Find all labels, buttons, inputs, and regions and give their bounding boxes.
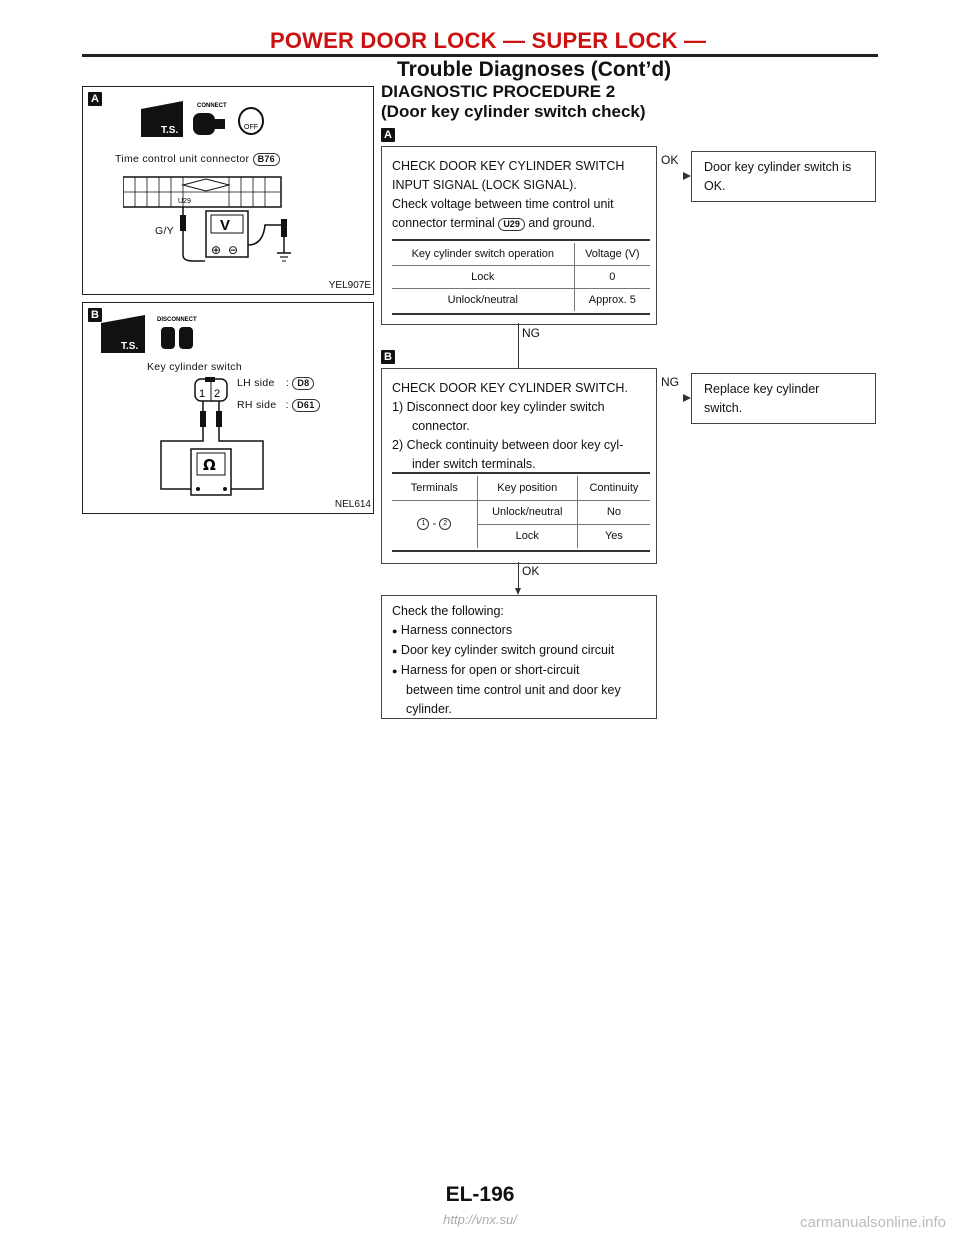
step-a-line2: INPUT SIGNAL (LOCK SIGNAL). bbox=[392, 178, 577, 192]
continuity-th-key-position: Key position bbox=[477, 476, 577, 500]
step-b-tab: B bbox=[381, 350, 395, 364]
rh-side-label: RH side bbox=[237, 399, 277, 411]
bullet-icon: ● bbox=[392, 646, 398, 656]
step-a-line3: Check voltage between time control unit bbox=[392, 197, 614, 211]
figure-b bbox=[82, 302, 374, 514]
lh-connector-d8: D8 bbox=[292, 377, 314, 390]
step-c-intro: Check the following: bbox=[392, 604, 504, 618]
step-a-ok-arrow bbox=[683, 172, 691, 180]
pin-1: 1 bbox=[199, 388, 206, 400]
voltage-cell-op-unlock: Unlock/neutral bbox=[392, 288, 574, 311]
figure-b-ts: T.S. bbox=[121, 341, 139, 352]
voltage-table-header bbox=[392, 243, 650, 265]
connector-code-b76: B76 bbox=[253, 153, 280, 166]
continuity-th-continuity: Continuity bbox=[589, 481, 639, 494]
terminal-dash: - bbox=[432, 518, 437, 531]
key-cylinder-switch-caption: Key cylinder switch bbox=[147, 361, 242, 373]
step-b-ng-result-line2: switch. bbox=[704, 401, 743, 415]
meter-plus: ⊕ bbox=[211, 243, 222, 257]
step-b-line5: inder switch terminals. bbox=[412, 457, 536, 471]
step-a-line4 bbox=[392, 214, 654, 233]
step-a-ng-line bbox=[518, 323, 519, 369]
terminal-code-u29: U29 bbox=[498, 218, 525, 231]
figure-a-ref: YEL907E bbox=[328, 280, 371, 291]
step-a-line4-post: and ground. bbox=[528, 216, 596, 230]
step-a-box bbox=[381, 146, 657, 325]
voltage-th-operation: Key cylinder switch operation bbox=[392, 243, 574, 265]
figure-b-ref: NEL614 bbox=[334, 499, 371, 510]
table-row bbox=[392, 500, 650, 524]
lh-colon: : bbox=[285, 377, 290, 389]
voltage-cell-op-lock: Lock bbox=[392, 265, 574, 288]
voltage-cell-v-lock: 0 bbox=[609, 270, 616, 283]
rh-connector-d61: D61 bbox=[292, 399, 319, 412]
step-b-ok-arrow bbox=[515, 588, 521, 595]
footer-url[interactable]: http://vnx.su/ bbox=[443, 1212, 517, 1227]
list-item bbox=[392, 661, 656, 681]
step-a-line1: CHECK DOOR KEY CYLINDER SWITCH bbox=[392, 159, 625, 173]
step-a-table-bottom-rule bbox=[392, 313, 650, 315]
continuity-cell-pos-lock: Lock bbox=[477, 524, 577, 548]
page-code: EL-196 bbox=[445, 1183, 515, 1206]
step-b-ng-result-line1: Replace key cylinder bbox=[704, 382, 820, 396]
step-a-text bbox=[392, 157, 654, 233]
continuity-table bbox=[392, 476, 650, 548]
rh-colon: : bbox=[285, 399, 289, 411]
step-b-ng-result-text bbox=[692, 374, 875, 418]
step-a-table-top-rule bbox=[392, 239, 650, 241]
step-b-line1: CHECK DOOR KEY CYLINDER SWITCH. bbox=[392, 381, 628, 395]
section-subtitle: Trouble Diagnoses (Cont’d) bbox=[397, 58, 672, 81]
list-item bbox=[392, 641, 656, 661]
step-b-ng-arrow bbox=[683, 394, 691, 402]
terminal-circle-2: 2 bbox=[439, 518, 451, 530]
step-a-ok-label: OK bbox=[661, 153, 679, 167]
list-item bbox=[392, 621, 656, 641]
bullet-icon: ● bbox=[392, 626, 398, 636]
voltage-table bbox=[392, 243, 650, 311]
connect-ts-icon bbox=[141, 99, 271, 139]
step-a-ok-result-line2: OK. bbox=[704, 179, 726, 193]
continuity-cell-cont-lock: Yes bbox=[604, 530, 623, 543]
procedure-title-line1: DIAGNOSTIC PROCEDURE 2 bbox=[381, 82, 616, 101]
table-row bbox=[392, 288, 650, 311]
step-a-ng-label: NG bbox=[522, 326, 540, 340]
continuity-cell-terminals bbox=[392, 500, 477, 548]
step-c-text bbox=[382, 596, 656, 719]
step-b-text bbox=[392, 379, 654, 474]
connector-caption-text: Time control unit connector bbox=[115, 153, 250, 165]
step-c-item3: Harness for open or short-circuit bbox=[400, 663, 580, 677]
step-b-line3: connector. bbox=[412, 419, 470, 433]
pin-2: 2 bbox=[214, 388, 221, 400]
figure-a-connect: CONNECT bbox=[197, 103, 227, 109]
lh-side-label: LH side bbox=[237, 377, 275, 389]
step-b-table-bottom-rule bbox=[392, 550, 650, 552]
voltmeter-label: V bbox=[220, 217, 231, 234]
figure-a-off: OFF bbox=[244, 124, 258, 131]
figure-a-tab: A bbox=[88, 92, 102, 106]
step-c-item2: Door key cylinder switch ground circuit bbox=[400, 643, 615, 657]
step-b-ok-line bbox=[518, 562, 519, 589]
figure-a bbox=[82, 86, 374, 295]
step-a-tab: A bbox=[381, 128, 395, 142]
procedure-title bbox=[381, 82, 646, 122]
step-c-box bbox=[381, 595, 657, 719]
time-control-connector-diagram bbox=[123, 175, 303, 267]
step-c-item3-cont2: cylinder. bbox=[406, 702, 452, 716]
bullet-icon: ● bbox=[392, 666, 398, 676]
ohmmeter-label: Ω bbox=[203, 456, 216, 474]
procedure-title-line2: (Door key cylinder switch check) bbox=[381, 102, 646, 121]
disconnect-ts-icon bbox=[101, 311, 211, 355]
wire-color-gy: G/Y bbox=[155, 225, 174, 237]
continuity-table-header bbox=[392, 476, 650, 500]
step-a-line4-pre: connector terminal bbox=[392, 216, 495, 230]
connector-caption bbox=[115, 153, 280, 166]
step-b-ng-label: NG bbox=[661, 375, 679, 389]
watermark: carmanualsonline.info bbox=[800, 1214, 946, 1231]
step-b-ng-result bbox=[691, 373, 876, 424]
step-c-item3-cont1: between time control unit and door key bbox=[406, 683, 621, 697]
voltage-th-voltage: Voltage (V) bbox=[585, 247, 640, 260]
step-c-item1: Harness connectors bbox=[400, 623, 513, 637]
step-b-table-top-rule bbox=[392, 472, 650, 474]
step-a-ok-result-line1: Door key cylinder switch is bbox=[704, 160, 852, 174]
terminal-circle-1: 1 bbox=[417, 518, 429, 530]
step-b-line2: 1) Disconnect door key cylinder switch bbox=[392, 400, 605, 414]
continuity-th-terminals: Terminals bbox=[392, 476, 477, 500]
step-b-box bbox=[381, 368, 657, 564]
table-row bbox=[392, 265, 650, 288]
step-a-ok-result-text bbox=[692, 152, 875, 196]
meter-minus: ⊖ bbox=[228, 243, 239, 257]
voltage-cell-v-unlock: Approx. 5 bbox=[588, 293, 636, 306]
key-cylinder-switch-diagram bbox=[153, 377, 273, 497]
section-title: POWER DOOR LOCK — SUPER LOCK — bbox=[270, 28, 707, 53]
figure-a-ts: T.S. bbox=[161, 125, 179, 136]
step-b-ok-label: OK bbox=[522, 564, 540, 578]
continuity-cell-pos-unlock: Unlock/neutral bbox=[477, 500, 577, 524]
figure-b-tab: B bbox=[88, 308, 102, 322]
step-a-ok-result bbox=[691, 151, 876, 202]
terminal-u29: U29 bbox=[178, 198, 191, 205]
header-rule bbox=[82, 54, 878, 57]
continuity-cell-cont-unlock: No bbox=[606, 506, 621, 518]
figure-b-disconnect: DISCONNECT bbox=[157, 317, 197, 323]
step-b-line4: 2) Check continuity between door key cyl- bbox=[392, 438, 624, 452]
